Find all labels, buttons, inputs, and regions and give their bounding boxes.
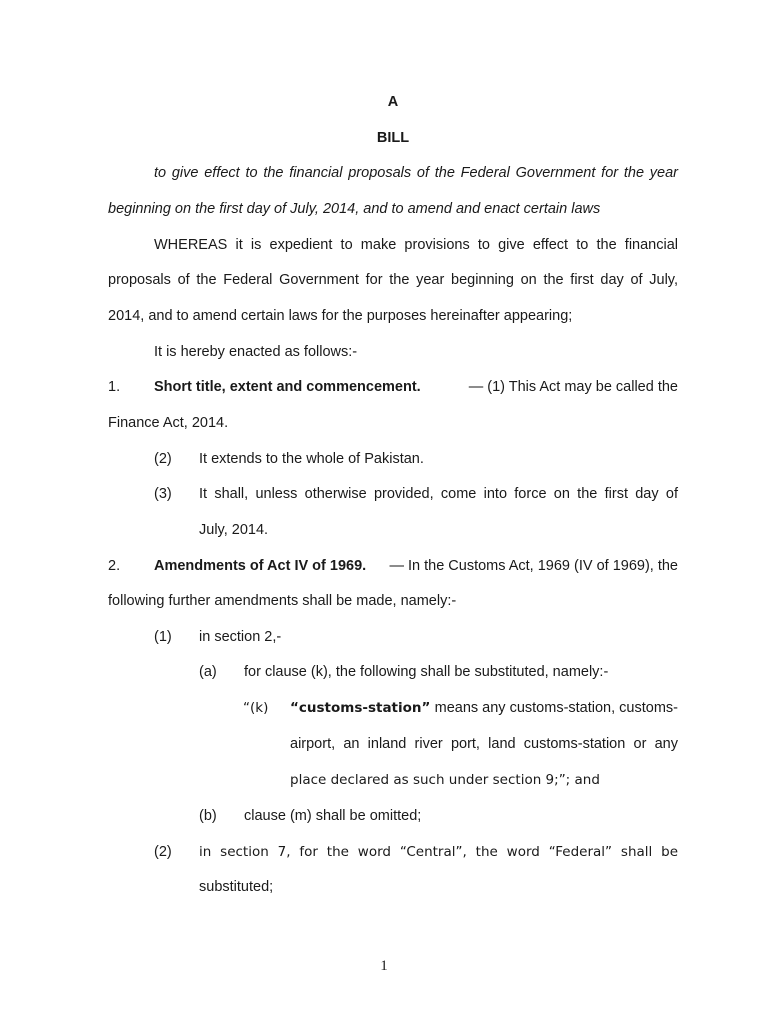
section-2-item-2-number: (2) — [154, 844, 172, 860]
section-2-text-1: — In the Customs Act, 1969 (IV of 1969), the — [389, 558, 678, 574]
section-2-item-1-number: (1) — [154, 629, 172, 645]
section-1-text-1: — (1) This Act may be called the — [468, 379, 678, 395]
section-1-number: 1. — [108, 379, 121, 395]
enacting-clause: It is hereby enacted as follows:- — [154, 344, 358, 360]
clause-k-number: “(k) — [243, 700, 269, 716]
section-2-item-b-number: (b) — [199, 808, 217, 824]
section-2-number: 2. — [108, 558, 121, 574]
section-1-sub-2-number: (2) — [154, 451, 172, 467]
section-1-sub-3-line-2: July, 2014. — [199, 522, 269, 538]
section-1-title: Short title, extent and commencement. — [154, 379, 421, 395]
section-1-heading-line — [154, 377, 678, 397]
section-2-item-2-line-1: in section 7, for the word “Central”, the word “Federal” shall be — [199, 844, 678, 860]
section-2-item-a-number: (a) — [199, 664, 217, 680]
section-2-heading-line — [154, 556, 678, 576]
clause-k-line-2: airport, an inland river port, land customs-station or any — [290, 736, 678, 752]
section-2-text-2: following further amendments shall be made, namely:- — [108, 593, 457, 609]
preamble-line-2: beginning on the first day of July, 2014, and to amend and enact certain laws — [108, 201, 601, 217]
whereas-line-2: proposals of the Federal Government for the year beginning on the first day of July, — [108, 272, 678, 288]
section-1-sub-3-number: (3) — [154, 486, 172, 502]
clause-k-definition-1: means any customs-station, customs- — [434, 700, 678, 716]
clause-k-line-3: place declared as such under section 9;”; and — [290, 772, 600, 788]
whereas-line-1: WHEREAS it is expedient to make provisions to give effect to the financial — [154, 237, 678, 253]
section-2-item-2-line-2: substituted; — [199, 879, 274, 895]
preamble-line-1: to give effect to the financial proposals of the Federal Government for the year — [154, 165, 678, 181]
section-1-text-2: Finance Act, 2014. — [108, 415, 229, 431]
bill-heading: BILL — [376, 130, 410, 146]
clause-k-line-1 — [290, 698, 678, 718]
section-1-sub-3-line-1: It shall, unless otherwise provided, come into force on the first day of — [199, 486, 678, 502]
section-2-item-a-text: for clause (k), the following shall be substituted, namely:- — [244, 664, 609, 680]
clause-k-term: “customs-station” — [290, 700, 431, 716]
section-2-title: Amendments of Act IV of 1969. — [154, 558, 367, 574]
section-2-item-1-text: in section 2,- — [199, 629, 282, 645]
whereas-line-3: 2014, and to amend certain laws for the purposes hereinafter appearing; — [108, 308, 573, 324]
bill-heading-a: A — [387, 94, 399, 110]
page-number: 1 — [380, 958, 388, 974]
section-2-item-b-text: clause (m) shall be omitted; — [244, 808, 422, 824]
section-1-sub-2-text: It extends to the whole of Pakistan. — [199, 451, 424, 467]
